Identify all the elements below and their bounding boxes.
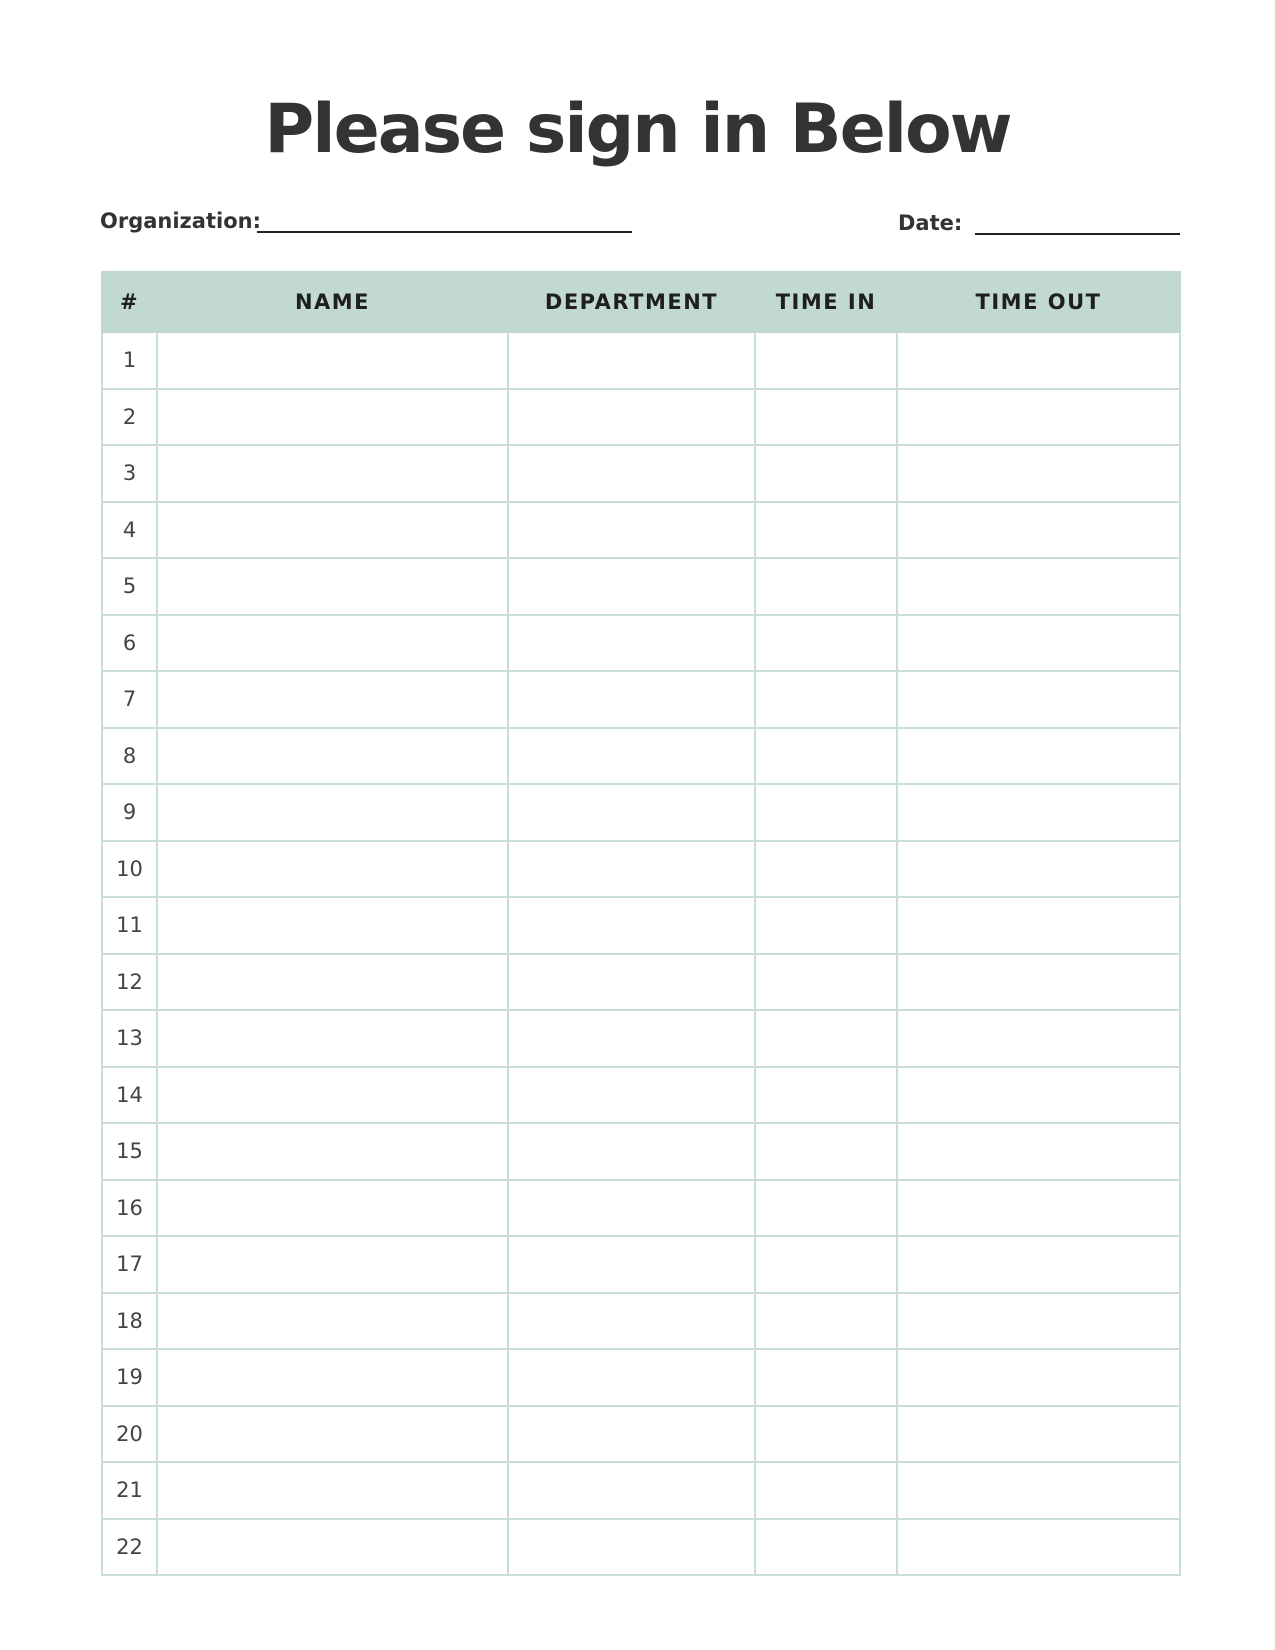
row-number: 8: [102, 728, 157, 785]
row-number: 17: [102, 1236, 157, 1293]
name-cell[interactable]: [157, 1236, 508, 1293]
name-cell[interactable]: [157, 1349, 508, 1406]
department-cell[interactable]: [508, 1067, 755, 1124]
time-in-cell[interactable]: [755, 728, 897, 785]
time-in-cell[interactable]: [755, 332, 897, 389]
sign-in-table: [101, 271, 1181, 1576]
department-cell[interactable]: [508, 1406, 755, 1463]
column-header-number: #: [102, 272, 157, 332]
time-out-cell[interactable]: [897, 1462, 1180, 1519]
name-cell[interactable]: [157, 1123, 508, 1180]
time-in-cell[interactable]: [755, 558, 897, 615]
time-out-cell[interactable]: [897, 332, 1180, 389]
page-title: Please sign in Below: [264, 90, 1011, 169]
time-in-cell[interactable]: [755, 1180, 897, 1237]
name-cell[interactable]: [157, 897, 508, 954]
department-cell[interactable]: [508, 1519, 755, 1576]
name-cell[interactable]: [157, 1519, 508, 1576]
name-cell[interactable]: [157, 1180, 508, 1237]
table-row: [102, 784, 1180, 841]
table-row: [102, 1519, 1180, 1576]
table-row: [102, 954, 1180, 1011]
row-number: 6: [102, 615, 157, 672]
row-number: 19: [102, 1349, 157, 1406]
row-number: 2: [102, 389, 157, 446]
table-row: [102, 1462, 1180, 1519]
name-cell[interactable]: [157, 784, 508, 841]
department-cell[interactable]: [508, 558, 755, 615]
time-out-cell[interactable]: [897, 1123, 1180, 1180]
time-in-cell[interactable]: [755, 1010, 897, 1067]
time-in-cell[interactable]: [755, 1349, 897, 1406]
time-out-cell[interactable]: [897, 1180, 1180, 1237]
department-cell[interactable]: [508, 671, 755, 728]
table-row: [102, 1180, 1180, 1237]
name-cell[interactable]: [157, 445, 508, 502]
table-row: [102, 1010, 1180, 1067]
row-number: 7: [102, 671, 157, 728]
time-out-cell[interactable]: [897, 784, 1180, 841]
table-row: [102, 332, 1180, 389]
time-out-cell[interactable]: [897, 1067, 1180, 1124]
time-in-cell[interactable]: [755, 1067, 897, 1124]
name-cell[interactable]: [157, 558, 508, 615]
time-out-cell[interactable]: [897, 1349, 1180, 1406]
name-cell[interactable]: [157, 332, 508, 389]
table-row: [102, 1236, 1180, 1293]
time-out-cell[interactable]: [897, 1010, 1180, 1067]
time-out-cell[interactable]: [897, 897, 1180, 954]
name-cell[interactable]: [157, 502, 508, 559]
time-in-cell[interactable]: [755, 1123, 897, 1180]
row-number: 11: [102, 897, 157, 954]
table-row: [102, 897, 1180, 954]
department-cell[interactable]: [508, 332, 755, 389]
date-field[interactable]: [975, 233, 1180, 235]
row-number: 18: [102, 1293, 157, 1350]
time-in-cell[interactable]: [755, 1462, 897, 1519]
time-out-cell[interactable]: [897, 841, 1180, 898]
table-row: [102, 1349, 1180, 1406]
time-out-cell[interactable]: [897, 728, 1180, 785]
row-number: 5: [102, 558, 157, 615]
department-cell[interactable]: [508, 445, 755, 502]
department-cell[interactable]: [508, 1462, 755, 1519]
column-header-time-in: TIME IN: [755, 272, 897, 332]
table-row: [102, 841, 1180, 898]
name-cell[interactable]: [157, 954, 508, 1011]
department-cell[interactable]: [508, 502, 755, 559]
department-cell[interactable]: [508, 1349, 755, 1406]
organization-label: Organization:: [100, 209, 261, 233]
column-header-name: NAME: [157, 272, 508, 332]
table-row: [102, 1123, 1180, 1180]
name-cell[interactable]: [157, 1293, 508, 1350]
department-cell[interactable]: [508, 615, 755, 672]
department-cell[interactable]: [508, 728, 755, 785]
department-cell[interactable]: [508, 784, 755, 841]
table-row: [102, 728, 1180, 785]
time-out-cell[interactable]: [897, 1236, 1180, 1293]
time-out-cell[interactable]: [897, 1293, 1180, 1350]
time-out-cell[interactable]: [897, 558, 1180, 615]
time-in-cell[interactable]: [755, 954, 897, 1011]
time-out-cell[interactable]: [897, 502, 1180, 559]
time-in-cell[interactable]: [755, 1293, 897, 1350]
organization-field[interactable]: [257, 231, 632, 233]
time-out-cell[interactable]: [897, 1406, 1180, 1463]
table-row: [102, 671, 1180, 728]
row-number: 21: [102, 1462, 157, 1519]
time-in-cell[interactable]: [755, 841, 897, 898]
name-cell[interactable]: [157, 728, 508, 785]
row-number: 9: [102, 784, 157, 841]
row-number: 1: [102, 332, 157, 389]
time-in-cell[interactable]: [755, 1236, 897, 1293]
time-out-cell[interactable]: [897, 389, 1180, 446]
date-label: Date:: [898, 211, 963, 235]
name-cell[interactable]: [157, 1067, 508, 1124]
row-number: 10: [102, 841, 157, 898]
table-row: [102, 502, 1180, 559]
time-in-cell[interactable]: [755, 897, 897, 954]
table-row: [102, 389, 1180, 446]
table-body: [102, 332, 1180, 1575]
table-row: [102, 1067, 1180, 1124]
row-number: 15: [102, 1123, 157, 1180]
row-number: 16: [102, 1180, 157, 1237]
time-in-cell[interactable]: [755, 784, 897, 841]
department-cell[interactable]: [508, 897, 755, 954]
department-cell[interactable]: [508, 954, 755, 1011]
row-number: 22: [102, 1519, 157, 1576]
time-in-cell[interactable]: [755, 445, 897, 502]
department-cell[interactable]: [508, 1010, 755, 1067]
name-cell[interactable]: [157, 389, 508, 446]
table-row: [102, 1293, 1180, 1350]
time-in-cell[interactable]: [755, 1406, 897, 1463]
department-cell[interactable]: [508, 841, 755, 898]
table-row: [102, 558, 1180, 615]
name-cell[interactable]: [157, 1010, 508, 1067]
table-row: [102, 615, 1180, 672]
name-cell[interactable]: [157, 841, 508, 898]
department-cell[interactable]: [508, 389, 755, 446]
table-row: [102, 1406, 1180, 1463]
table-header-row: [102, 272, 1180, 332]
name-cell[interactable]: [157, 615, 508, 672]
row-number: 4: [102, 502, 157, 559]
column-header-department: DEPARTMENT: [508, 272, 755, 332]
time-out-cell[interactable]: [897, 445, 1180, 502]
time-in-cell[interactable]: [755, 1519, 897, 1576]
row-number: 20: [102, 1406, 157, 1463]
name-cell[interactable]: [157, 1406, 508, 1463]
row-number: 14: [102, 1067, 157, 1124]
row-number: 12: [102, 954, 157, 1011]
time-in-cell[interactable]: [755, 615, 897, 672]
department-cell[interactable]: [508, 1293, 755, 1350]
row-number: 13: [102, 1010, 157, 1067]
department-cell[interactable]: [508, 1180, 755, 1237]
time-out-cell[interactable]: [897, 671, 1180, 728]
time-in-cell[interactable]: [755, 671, 897, 728]
time-out-cell[interactable]: [897, 615, 1180, 672]
table-row: [102, 445, 1180, 502]
department-cell[interactable]: [508, 1236, 755, 1293]
column-header-time-out: TIME OUT: [897, 272, 1180, 332]
time-in-cell[interactable]: [755, 502, 897, 559]
name-cell[interactable]: [157, 1462, 508, 1519]
department-cell[interactable]: [508, 1123, 755, 1180]
time-out-cell[interactable]: [897, 1519, 1180, 1576]
row-number: 3: [102, 445, 157, 502]
time-out-cell[interactable]: [897, 954, 1180, 1011]
name-cell[interactable]: [157, 671, 508, 728]
time-in-cell[interactable]: [755, 389, 897, 446]
